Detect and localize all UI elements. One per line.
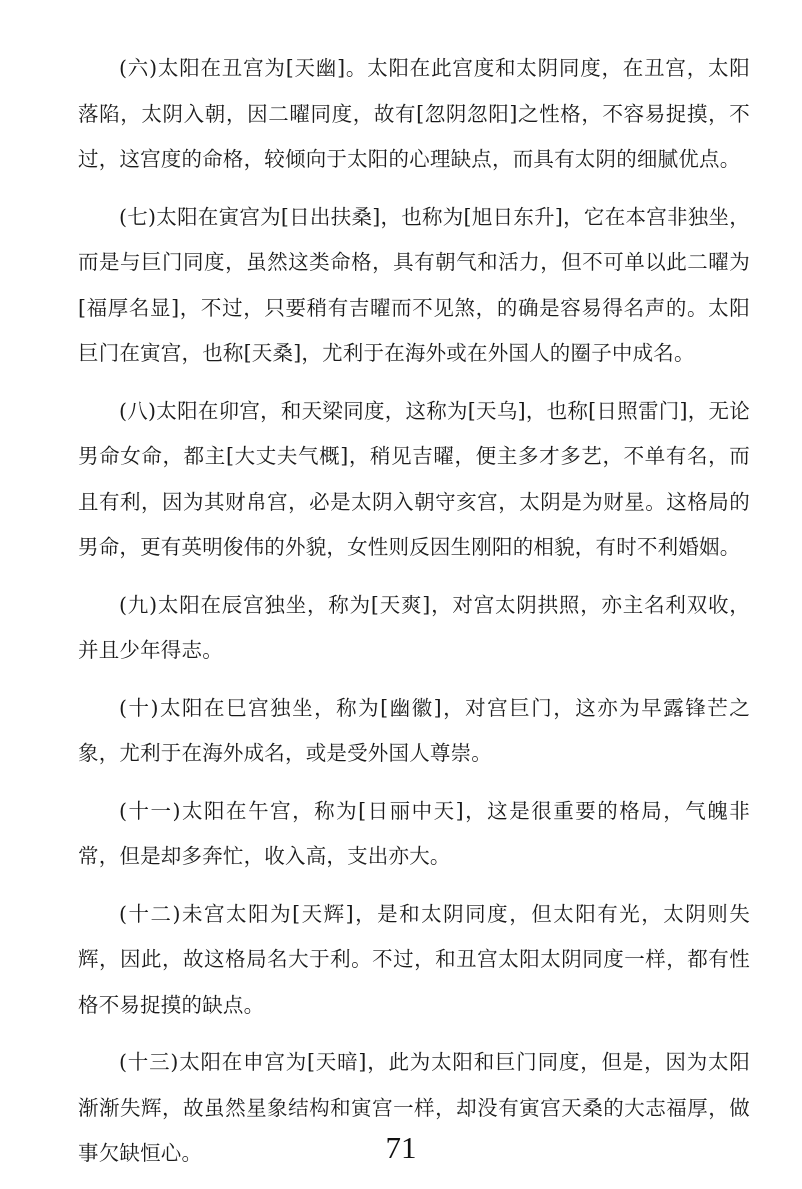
paragraph-taiyang-wu: (十一)太阳在午宫，称为[日丽中天]，这是很重要的格局，气魄非常，但是却多奔忙，收入高，支出亦大。 [78,798,750,868]
paragraph-taiyang-mao: (八)太阳在卯宫，和天梁同度，这称为[天乌]，也称[日照雷门]，无论男命女命，都主[大丈夫气概]，稍见吉曜，便主多才多艺，不单有名，而且有利，因为其财帛宫，必是太阴入朝守亥宫，太阴是为财星。这格局的男命，更有英明俊伟的外貌，女性则反因生刚阳的相貌，有时不利婚姻。 [78,398,750,559]
paragraph-taiyang-si: (十)太阳在巳宫独坐，称为[幽徽]，对宫巨门，这亦为早露锋芒之象，尤利于在海外成名，或是受外国人尊崇。 [78,695,750,765]
paragraph-taiyang-chen: (九)太阳在辰宫独坐，称为[天爽]，对宫太阴拱照，亦主名利双收，并且少年得志。 [78,592,750,662]
paragraph-taiyang-chou: (六)太阳在丑宫为[天幽]。太阳在此宫度和太阴同度，在丑宫，太阳落陷，太阴入朝，因二曜同度，故有[忽阴忽阳]之性格，不容易捉摸，不过，这宫度的命格，较倾向于太阳的心理缺点，而具有太阴的细腻优点。 [78,56,750,171]
paragraph-taiyang-shen: (十三)太阳在申宫为[天暗]，此为太阳和巨门同度，但是，因为太阳渐渐失辉，故虽然星象结构和寅宫一样，却没有寅宫天桑的大志福厚，做事欠缺恒心。 [78,1050,750,1165]
page-body [78,46,750,1189]
paragraph-taiyang-yin: (七)太阳在寅宫为[日出扶桑]，也称为[旭日东升]，它在本宫非独坐，而是与巨门同度，虽然这类命格，具有朝气和活力，但不可单以此二曜为[福厚名显]，不过，只要稍有吉曜而不见煞，的确是容易得名声的。太阳巨门在寅宫，也称[天桑]，尤利于在海外或在外国人的圈子中成名。 [78,204,750,365]
page-number: 71 [385,1130,417,1165]
paragraph-taiyang-wei: (十二)未宫太阳为[天辉]，是和太阴同度，但太阳有光，太阴则失辉，因此，故这格局名大于利。不过，和丑宫太阳太阴同度一样，都有性格不易捉摸的缺点。 [78,901,750,1017]
